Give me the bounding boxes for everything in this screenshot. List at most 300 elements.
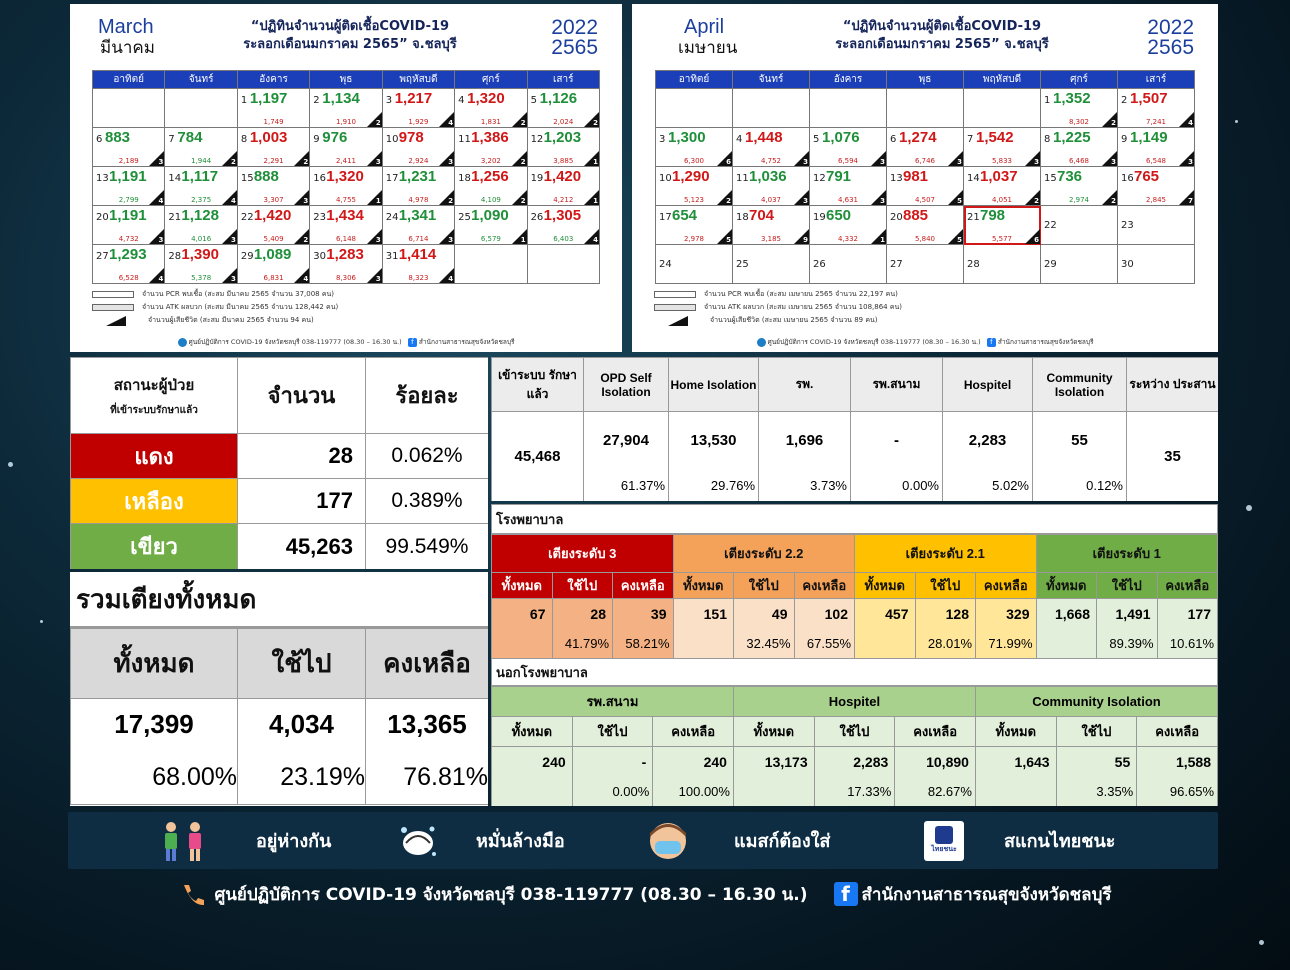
outside-subheader: คงเหลือ xyxy=(653,717,734,747)
day-number: 18 xyxy=(458,173,471,184)
calendar-day-cell xyxy=(887,206,964,245)
death-count: 1 xyxy=(375,197,381,205)
atk-count: 7,241 xyxy=(1145,118,1167,126)
calendar-day-cell xyxy=(310,167,382,206)
death-count: 4 xyxy=(1188,119,1193,127)
bed-subheader: ทั้งหมด xyxy=(855,573,916,599)
calendar-day-cell xyxy=(93,128,165,167)
death-count: 2 xyxy=(520,158,526,166)
outside-value: 55 xyxy=(1056,747,1137,777)
bed-percent: 41.79% xyxy=(552,629,613,659)
status-label: แดง xyxy=(71,434,238,479)
outside-percent: 96.65% xyxy=(1137,777,1218,807)
footer-fb: สำนักงานสาธารณสุขจังหวัดชลบุรี xyxy=(418,338,515,346)
outside-percent: 0.00% xyxy=(572,777,653,807)
day-number: 2 xyxy=(1121,95,1128,106)
calendar-day-cell xyxy=(93,206,165,245)
death-count: 3 xyxy=(158,158,164,166)
bed-subheader: ทั้งหมด xyxy=(673,573,734,599)
system-percent: 0.12% xyxy=(1033,470,1127,502)
day-number: 5 xyxy=(813,134,820,145)
facebook-icon[interactable]: f xyxy=(834,882,858,906)
system-value: 2,283 xyxy=(943,412,1033,470)
day-number: 15 xyxy=(240,173,254,184)
legend-swatch xyxy=(92,291,134,298)
day-number: 13 xyxy=(96,173,109,184)
bed-value: 177 xyxy=(1157,599,1218,629)
pcr-count: 1,320 xyxy=(467,90,505,107)
pcr-count: 888 xyxy=(253,168,279,185)
calendar-day-cell xyxy=(93,89,165,128)
bed-subheader: ใช้ไป xyxy=(552,573,613,599)
calendar-day-cell xyxy=(733,167,810,206)
atk-count: 4,507 xyxy=(914,196,936,204)
pcr-count: 1,386 xyxy=(471,129,509,146)
day-number: 4 xyxy=(458,95,465,106)
day-number: 5 xyxy=(530,95,537,106)
calendar-grid xyxy=(92,70,600,284)
bed-summary-title: รวมเตียงทั้งหมด xyxy=(70,572,488,628)
bed-subheader: ทั้งหมด xyxy=(1036,573,1097,599)
star-decoration xyxy=(40,620,43,623)
star-decoration xyxy=(8,462,13,467)
campaign-text: สแกนไทยชนะ xyxy=(1004,831,1116,852)
pcr-count: 1,420 xyxy=(543,168,582,185)
death-count: 3 xyxy=(1188,158,1193,166)
outside-value: 1,643 xyxy=(975,747,1056,777)
pcr-count: 1,274 xyxy=(899,129,937,146)
atk-count: 5,409 xyxy=(263,235,284,243)
bed-percent-empty xyxy=(673,629,734,659)
bed-percent: 67.55% xyxy=(794,629,855,659)
legend-swatch xyxy=(654,304,696,311)
calendar-day-cell xyxy=(1041,128,1118,167)
bed-percent-empty xyxy=(492,629,553,659)
outside-value: 240 xyxy=(653,747,734,777)
outside-percent-empty xyxy=(492,777,573,807)
day-number: 30 xyxy=(313,251,327,262)
calendar-day-cell xyxy=(733,89,810,128)
bed-value: 102 xyxy=(794,599,855,629)
status-percent: 0.389% xyxy=(366,479,489,524)
system-header: ระหว่าง ประสาน xyxy=(1127,358,1219,412)
pcr-count: 1,293 xyxy=(109,246,147,263)
day-number: 11 xyxy=(458,134,471,145)
pcr-count: 791 xyxy=(826,168,852,185)
day-number: 1 xyxy=(240,95,248,106)
year-ad: 2022 xyxy=(1147,16,1194,39)
death-count: 3 xyxy=(375,158,381,166)
year-ad: 2022 xyxy=(551,16,598,39)
status-count: 45,263 xyxy=(238,524,366,570)
bed-left-percent: 76.81% xyxy=(366,751,489,805)
legend-atk xyxy=(654,301,902,314)
phone-icon xyxy=(178,338,187,347)
calendar-day-cell xyxy=(383,89,455,128)
calendar-day-cell xyxy=(165,128,237,167)
death-count: 2 xyxy=(1111,119,1116,127)
day-number: 23 xyxy=(1121,220,1134,231)
pcr-count: 736 xyxy=(1057,168,1083,185)
count-header: จำนวน xyxy=(238,358,366,434)
calendar-day-cell xyxy=(1041,89,1118,128)
calendar-day-cell xyxy=(887,89,964,128)
bed-value: 1,668 xyxy=(1036,599,1097,629)
calendar-day-cell xyxy=(1118,167,1195,206)
atk-count: 2,924 xyxy=(408,157,429,165)
death-count: 2 xyxy=(303,158,309,166)
death-count: 2 xyxy=(726,197,731,205)
outside-subheader: ใช้ไป xyxy=(572,717,653,747)
calendar-day-cell xyxy=(383,128,455,167)
day-of-week-header: ศุกร์ xyxy=(455,71,527,89)
day-number: 7 xyxy=(967,134,974,145)
contact-facebook[interactable]: สำนักงานสาธารณสุขจังหวัดชลบุรี xyxy=(861,884,1112,905)
bed-subheader: ใช้ไป xyxy=(734,573,795,599)
status-percent: 99.549% xyxy=(366,524,489,570)
atk-count: 2,974 xyxy=(1068,196,1090,204)
pcr-count: 1,134 xyxy=(322,90,360,107)
calendar-header xyxy=(70,4,622,68)
day-number: 14 xyxy=(967,173,980,184)
system-header: เข้าระบบ รักษาแล้ว xyxy=(492,358,584,412)
atk-count: 4,332 xyxy=(837,235,859,243)
death-count: 5 xyxy=(957,236,962,244)
day-number: 17 xyxy=(385,173,399,184)
legend-text: จำนวนผู้เสียชีวิต (สะสม มีนาคม 2565 จำนวน 94 คน) xyxy=(148,316,314,324)
pcr-count: 1,149 xyxy=(1130,129,1168,146)
day-number: 1 xyxy=(1044,95,1051,106)
status-percent: 0.062% xyxy=(366,434,489,479)
legend-swatch xyxy=(92,304,134,311)
pcr-count: 1,117 xyxy=(181,168,219,185)
atk-count: 3,307 xyxy=(263,196,284,204)
day-number: 13 xyxy=(890,173,903,184)
atk-count: 4,978 xyxy=(408,196,429,204)
day-of-week-header: อาทิตย์ xyxy=(656,71,733,89)
phone-icon xyxy=(757,338,766,347)
calendar-day-cell xyxy=(964,245,1041,284)
death-count: 3 xyxy=(375,275,381,283)
calendar-day-cell xyxy=(733,245,810,284)
legend-text: จำนวน ATK ผลบวก (สะสม เมษายน 2565 จำนวน 108,864 คน) xyxy=(704,303,903,311)
calendar-day-cell xyxy=(93,245,165,284)
day-of-week-header: เสาร์ xyxy=(528,71,600,89)
day-number: 4 xyxy=(736,134,743,145)
death-count: 4 xyxy=(158,197,164,205)
atk-count: 1,831 xyxy=(480,118,501,126)
calendar-march xyxy=(70,4,622,352)
day-number: 9 xyxy=(1121,134,1128,145)
outside-value: 240 xyxy=(492,747,573,777)
day-number: 10 xyxy=(659,173,672,184)
bed-subheader: ใช้ไป xyxy=(1097,573,1158,599)
system-value: - xyxy=(851,412,943,470)
pcr-count: 883 xyxy=(105,129,131,146)
legend-text: จำนวน PCR พบเชื้อ (สะสม มีนาคม 2565 จำนวน 37,008 คน) xyxy=(142,290,335,298)
calendar-day-cell xyxy=(656,167,733,206)
bed-value: 28 xyxy=(552,599,613,629)
outside-group-header: Community Isolation xyxy=(975,687,1217,717)
hospital-beds-table xyxy=(491,534,1218,658)
pcr-count: 704 xyxy=(749,207,775,224)
outside-value: 1,588 xyxy=(1137,747,1218,777)
day-number: 24 xyxy=(659,259,672,270)
outside-value: 13,173 xyxy=(733,747,814,777)
year xyxy=(551,18,598,58)
atk-count: 8,306 xyxy=(335,274,357,282)
atk-count: 1,929 xyxy=(408,118,429,126)
face-mask-icon xyxy=(646,819,690,863)
star-decoration xyxy=(1259,940,1264,945)
bed-subheader: ใช้ไป xyxy=(915,573,976,599)
atk-count: 2,375 xyxy=(191,196,212,204)
outside-subheader: ทั้งหมด xyxy=(492,717,573,747)
pcr-count: 1,414 xyxy=(398,246,437,263)
day-number: 19 xyxy=(813,212,826,223)
calendar-day-cell xyxy=(810,128,887,167)
system-header: OPD Self Isolation xyxy=(584,358,669,412)
calendar-day-cell xyxy=(238,245,310,284)
calendar-day-cell xyxy=(810,245,887,284)
death-count: 3 xyxy=(158,236,164,244)
calendar-day-cell xyxy=(165,89,237,128)
atk-count: 2,024 xyxy=(553,118,574,126)
contact-footer xyxy=(0,872,1290,916)
death-count: 2 xyxy=(520,197,526,205)
day-number: 11 xyxy=(736,173,749,184)
calendar-day-cell xyxy=(383,206,455,245)
death-count: 5 xyxy=(957,197,962,205)
bed-left-header: คงเหลือ xyxy=(366,629,489,699)
campaign-text: แมสก์ต้องใส่ xyxy=(734,831,831,852)
death-count: 1 xyxy=(593,197,598,205)
bed-subheader: ทั้งหมด xyxy=(492,573,553,599)
calendar-day-cell xyxy=(733,128,810,167)
calendar-day-cell xyxy=(810,89,887,128)
calendar-day-cell xyxy=(887,167,964,206)
atk-count: 6,300 xyxy=(683,157,705,165)
day-number: 27 xyxy=(96,251,109,262)
atk-count: 2,845 xyxy=(1145,196,1167,204)
death-count: 3 xyxy=(1111,158,1116,166)
atk-count: 4,631 xyxy=(837,196,859,204)
legend-dead xyxy=(92,314,338,327)
atk-count: 5,123 xyxy=(683,196,705,204)
legend-dead xyxy=(654,314,902,327)
calendar-day-cell xyxy=(964,128,1041,167)
people-distance-icon xyxy=(160,820,206,862)
title-line: ระลอกเดือนมกราคม 2565” จ.ชลบุรี xyxy=(835,37,1049,52)
pcr-count: 1,434 xyxy=(326,207,364,224)
outside-beds-table xyxy=(491,686,1218,806)
header-line: ที่เข้าระบบรักษาแล้ว xyxy=(110,405,198,416)
day-of-week-header: พฤหัสบดี xyxy=(383,71,455,89)
outside-percent-empty xyxy=(733,777,814,807)
death-count: 2 xyxy=(448,197,454,205)
status-label: เขียว xyxy=(71,524,238,570)
calendar-day-cell xyxy=(455,167,527,206)
outside-section-label: นอกโรงพยาบาล xyxy=(491,658,1218,686)
death-count: 9 xyxy=(803,236,808,244)
bed-subheader: คงเหลือ xyxy=(613,573,674,599)
day-number: 26 xyxy=(530,212,544,223)
day-number: 22 xyxy=(1044,220,1057,231)
day-of-week-header: จันทร์ xyxy=(733,71,810,89)
day-of-week-header: เสาร์ xyxy=(1118,71,1195,89)
contact-phone: ศูนย์ปฏิบัติการ COVID-19 จังหวัดชลบุรี 038-119777 (08.30 – 16.30 น.) xyxy=(214,884,808,905)
calendar-day-cell xyxy=(528,206,600,245)
calendar-day-cell xyxy=(165,167,237,206)
pcr-count: 1,225 xyxy=(1053,129,1091,146)
calendar-day-cell xyxy=(964,89,1041,128)
pcr-count: 976 xyxy=(322,129,348,146)
bed-subheader: คงเหลือ xyxy=(1157,573,1218,599)
calendar-legend xyxy=(654,288,902,327)
day-number: 3 xyxy=(385,95,393,106)
calendar-day-cell xyxy=(165,206,237,245)
atk-count: 6,548 xyxy=(1145,157,1167,165)
day-number: 28 xyxy=(168,251,182,262)
system-percent: 61.37% xyxy=(584,470,669,502)
death-count: 3 xyxy=(303,197,309,205)
legend-pcr xyxy=(654,288,902,301)
calendar-day-cell xyxy=(656,245,733,284)
bed-used-percent: 23.19% xyxy=(238,751,366,805)
bed-value: 329 xyxy=(976,599,1037,629)
day-of-week-header: พุธ xyxy=(887,71,964,89)
bed-total-header: ทั้งหมด xyxy=(71,629,238,699)
calendar-day-cell xyxy=(810,167,887,206)
outside-percent: 82.67% xyxy=(895,777,976,807)
title-line: “ปฏิทินจำนวนผู้ติดเชื้อCOVID-19 xyxy=(250,19,450,34)
calendar-day-cell xyxy=(93,167,165,206)
thaichana-logo-icon xyxy=(924,821,964,861)
calendar-day-cell xyxy=(1041,167,1118,206)
calendar-day-cell xyxy=(733,206,810,245)
calendar-day-cell xyxy=(455,206,527,245)
system-header: Home Isolation xyxy=(669,358,759,412)
patient-status-table xyxy=(70,357,488,569)
death-count: 6 xyxy=(726,158,731,166)
status-header xyxy=(71,358,238,434)
atk-count: 6,403 xyxy=(553,235,574,243)
day-number: 14 xyxy=(168,173,182,184)
death-count: 3 xyxy=(880,197,885,205)
day-number: 12 xyxy=(813,173,826,184)
day-of-week-header: พฤหัสบดี xyxy=(964,71,1041,89)
calendar-footer xyxy=(632,337,1218,347)
pcr-count: 978 xyxy=(398,129,424,146)
pcr-count: 765 xyxy=(1134,168,1160,185)
death-count: 5 xyxy=(726,236,731,244)
death-count: 3 xyxy=(803,158,808,166)
calendar-day-cell xyxy=(528,167,600,206)
campaign-mask xyxy=(646,819,830,863)
calendar-day-cell xyxy=(238,89,310,128)
day-of-week-header: อาทิตย์ xyxy=(93,71,165,89)
death-count: 3 xyxy=(1034,158,1039,166)
pcr-count: 650 xyxy=(826,207,852,224)
bed-level-header: เตียงระดับ 2.1 xyxy=(855,535,1037,573)
death-count: 3 xyxy=(230,275,236,283)
system-header: Hospitel xyxy=(943,358,1033,412)
bed-value: 151 xyxy=(673,599,734,629)
pcr-count: 1,290 xyxy=(672,168,710,185)
status-row-yellow xyxy=(71,479,489,524)
day-number: 10 xyxy=(385,134,399,145)
bed-percent: 58.21% xyxy=(613,629,674,659)
thaichana-logo-text: ไทยชนะ xyxy=(931,845,957,853)
bed-left: 13,365 xyxy=(366,699,489,751)
footer-phone: ศูนย์ปฏิบัติการ COVID-19 จังหวัดชลบุรี 038-119777 (08.30 – 16.30 น.) xyxy=(767,338,981,346)
day-number: 16 xyxy=(1121,173,1134,184)
outside-percent: 17.33% xyxy=(814,777,895,807)
atk-count: 6,594 xyxy=(837,157,859,165)
pcr-count: 1,003 xyxy=(249,129,288,146)
phone-icon xyxy=(179,882,205,906)
calendar-day-cell xyxy=(1118,245,1195,284)
star-decoration xyxy=(1246,505,1252,511)
calendar-day-cell xyxy=(964,167,1041,206)
outside-subheader: ใช้ไป xyxy=(814,717,895,747)
outside-value: 2,283 xyxy=(814,747,895,777)
legend-text: จำนวนผู้เสียชีวิต (สะสม เมษายน 2565 จำนวน 89 คน) xyxy=(710,316,878,324)
outside-subheader: คงเหลือ xyxy=(1137,717,1218,747)
pcr-count: 1,126 xyxy=(539,90,578,107)
day-number: 31 xyxy=(385,251,399,262)
atk-count: 3,885 xyxy=(553,157,574,165)
year xyxy=(1147,18,1194,58)
pcr-count: 1,300 xyxy=(668,129,706,146)
pcr-count: 1,197 xyxy=(249,90,288,107)
atk-count: 3,202 xyxy=(480,157,501,165)
day-of-week-header: ศุกร์ xyxy=(1041,71,1118,89)
day-number: 20 xyxy=(96,212,109,223)
calendar-legend xyxy=(92,288,338,327)
status-count: 177 xyxy=(238,479,366,524)
bed-percent-empty xyxy=(1036,629,1097,659)
calendar-day-cell xyxy=(238,206,310,245)
year-be: 2565 xyxy=(551,36,598,59)
bed-percent: 28.01% xyxy=(915,629,976,659)
death-count: 2 xyxy=(520,119,526,127)
legend-atk xyxy=(92,301,338,314)
atk-count: 2,291 xyxy=(263,157,284,165)
day-number: 7 xyxy=(168,134,175,145)
day-number: 15 xyxy=(1044,173,1057,184)
footer-fb: สำนักงานสาธารณสุขจังหวัดชลบุรี xyxy=(997,338,1094,346)
pcr-count: 1,090 xyxy=(471,207,509,224)
bed-value: 39 xyxy=(613,599,674,629)
death-count: 4 xyxy=(303,275,309,283)
atk-count: 4,755 xyxy=(335,196,357,204)
day-number: 23 xyxy=(313,212,327,223)
pcr-count: 1,256 xyxy=(471,168,509,185)
day-number: 6 xyxy=(96,134,103,145)
outside-group-header: Hospitel xyxy=(733,687,975,717)
system-value: 55 xyxy=(1033,412,1127,470)
pcr-count: 1,191 xyxy=(109,168,147,185)
death-count: 2 xyxy=(303,236,309,244)
death-count: 4 xyxy=(448,275,454,283)
legend-text: จำนวน PCR พบเชื้อ (สะสม เมษายน 2565 จำนวน 22,197 คน) xyxy=(704,290,898,298)
calendar-day-cell xyxy=(455,128,527,167)
calendar-day-cell xyxy=(383,167,455,206)
death-count: 3 xyxy=(448,158,454,166)
atk-count: 4,037 xyxy=(760,196,782,204)
atk-count: 5,840 xyxy=(914,235,936,243)
